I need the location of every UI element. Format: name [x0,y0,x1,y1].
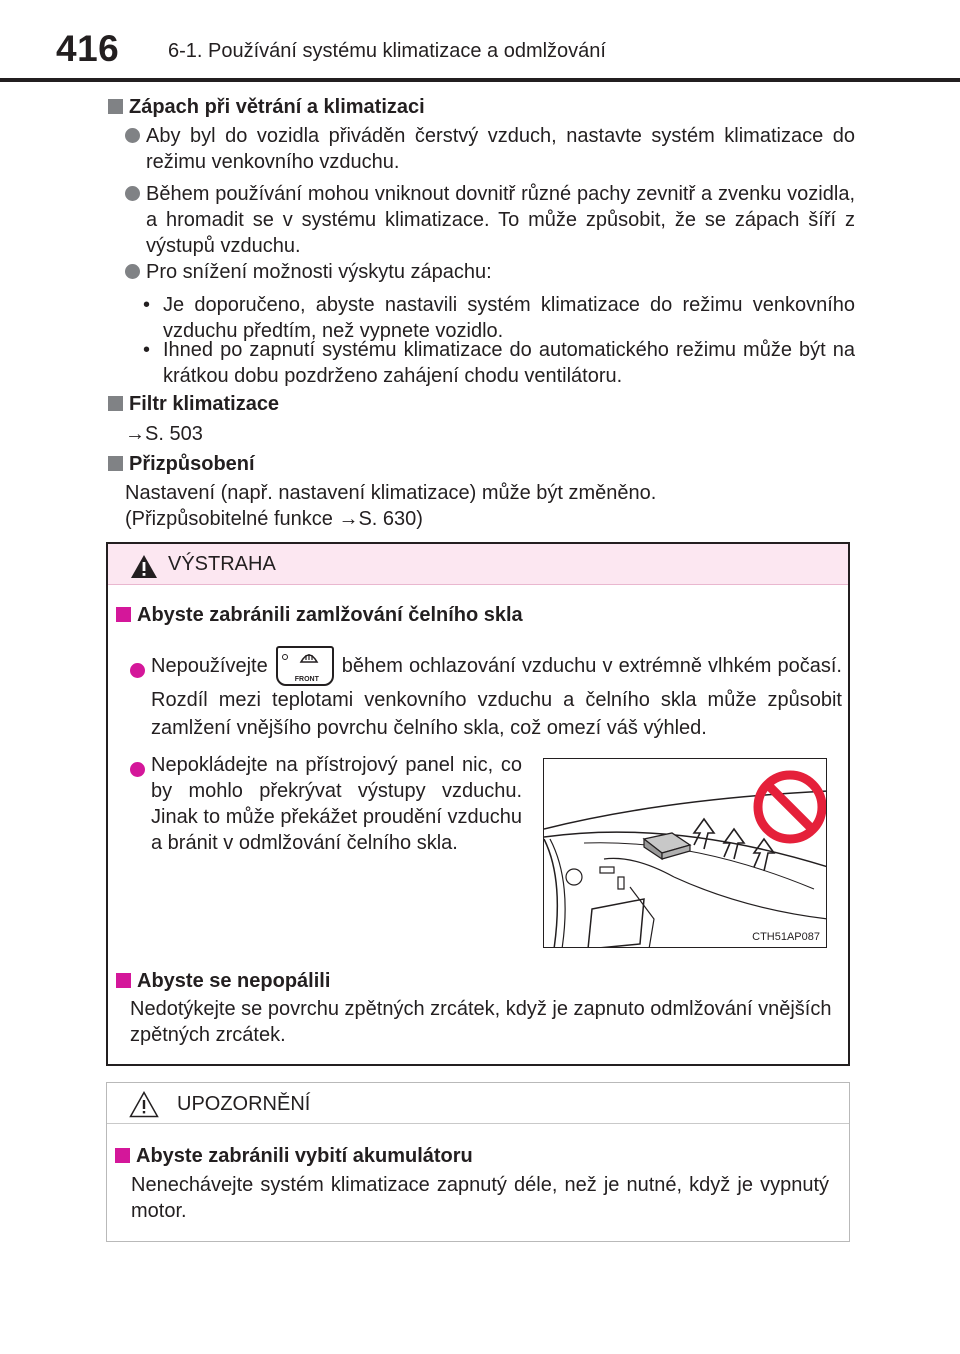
reference-arrow-icon: → [125,423,145,445]
page-number: 416 [56,28,120,69]
sub-bullet-char: • [143,294,151,316]
dashboard-vents-image [544,759,827,948]
warning-heading-2: Abyste se nepopálili [116,968,330,994]
warning-item-1: Nepoužívejte FRONT během ochlazování vzduchu v extrémně vlhkém počasí. Rozdíl mezi teplotami venkovního vzduchu a čelního skla může způsobit zamlžení vnějšího povrchu čelního skla, což omezí váš výhled. [130,646,842,742]
warning-header [108,544,848,585]
warning-label: VÝSTRAHA [168,553,276,575]
caution-label: UPOZORNĚNÍ [177,1093,311,1115]
caution-box [106,1082,850,1242]
figure-code: CTH51AP087 [752,931,820,943]
custom-line-2: (Přizpůsobitelné funkce →S. 630) [125,508,423,530]
section-marker-icon [116,607,131,622]
odor-sub-item-2: • Ihned po zapnutí systému klimatizace do automatického režimu může být na krátkou dobu pozdrženo zahájení chodu ventilátoru. [143,339,855,387]
bullet-dot-icon [130,762,145,777]
odor-heading: Zápach při větrání a klimatizaci [108,94,425,120]
warning-triangle-icon [130,554,158,579]
bullet-dot-icon [125,264,140,279]
odor-bullet-3: Pro snížení možnosti výskytu zápachu: [125,259,855,285]
odor-bullet-1: Aby byl do vozidla přiváděn čerstvý vzduch, nastavte systém klimatizace do režimu venkovního vzduchu. [125,123,855,175]
sub-bullet-char: • [143,339,151,361]
front-defogger-button-icon: FRONT [276,646,334,686]
caution-text: Nenechávejte systém klimatizace zapnutý déle, než je nutné, když je vypnutý motor. [131,1174,829,1222]
bullet-dot-icon [125,186,140,201]
reference-arrow-icon: → [338,508,359,530]
bullet-dot-icon [130,663,145,678]
caution-heading: Abyste zabránili vybití akumulátoru [115,1143,473,1169]
filter-heading: Filtr klimatizace [108,391,279,417]
section-marker-icon [108,456,123,471]
odor-sub-item-1: • Je doporučeno, abyste nastavili systém klimatizace do režimu venkovního vzduchu předtím, než vypnete vozidlo. [143,294,855,342]
section-marker-icon [115,1148,130,1163]
section-marker-icon [108,396,123,411]
custom-heading: Přizpůsobení [108,451,255,477]
odor-bullet-2: Během používání mohou vniknout dovnitř různé pachy zevnitř a zvenku vozidla, a hromadit se v systému klimatizace. To může způsobit, že se zápach šíří z výstupů vzduchu. [125,181,855,259]
warning-text-2: Nedotýkejte se povrchu zpětných zrcátek, když je zapnuto odmlžování vnějších zpětných zrcátek. [130,998,832,1046]
section-marker-icon [108,99,123,114]
bullet-dot-icon [125,128,140,143]
filter-page-ref[interactable]: →S. 503 [125,423,203,445]
warning-item-2: Nepokládejte na přístrojový panel nic, co by mohlo překrývat výstupy vzduchu. Jinak to může překážet proudění vzduchu a bránit v odmlžování čelního skla. [130,752,522,856]
chapter-title: 6-1. Používání systému klimatizace a odmlžování [168,40,606,62]
custom-line-1: Nastavení (např. nastavení klimatizace) může být změněno. [125,482,657,504]
caution-header [107,1083,849,1124]
custom-page-ref[interactable]: S. 630) [358,508,423,530]
caution-triangle-icon [129,1091,159,1118]
warning-heading-1: Abyste zabránili zamlžování čelního skla [116,602,523,628]
dashboard-illustration [543,758,827,948]
section-marker-icon [116,973,131,988]
header-rule [0,78,960,82]
